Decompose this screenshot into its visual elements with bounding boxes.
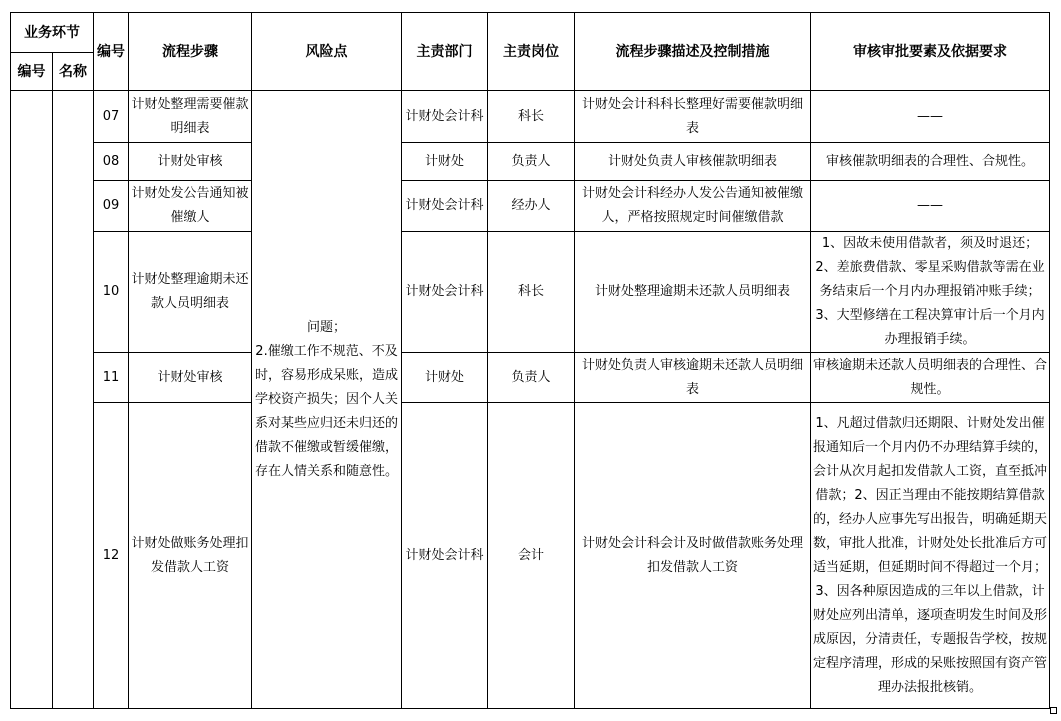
row-number: 11 xyxy=(94,353,129,403)
row-step: 计财处做账务处理扣发借款人工资 xyxy=(129,403,252,709)
row-post: 负责人 xyxy=(488,143,575,181)
header-number: 编号 xyxy=(94,13,129,91)
header-approval: 审核审批要素及依据要求 xyxy=(811,13,1050,91)
row-post: 经办人 xyxy=(488,181,575,232)
row-approval: 1、凡超过借款归还期限、计财处发出催报通知后一个月内仍不办理结算手续的，会计从次月起扣发借款人工资，直至抵冲借款；2、因正当理由不能按期结算借款的，经办人应事先写出报告，明确延期天数，审批人批准，计财处处长批准后方可适当延期，但延期时间不得超过一个月；3、因各种原因造成的三年以上借款，计财处应列出清单，逐项查明发生时间及形成原因，分清责任，专题报告学校，按规定程序清理，形成的呆账按照国有资产管理办法报批核销。 xyxy=(811,403,1050,709)
header-description: 流程步骤描述及控制措施 xyxy=(575,13,811,91)
row-post: 科长 xyxy=(488,91,575,143)
row-step: 计财处发公告通知被催缴人 xyxy=(129,181,252,232)
header-business-link: 业务环节 xyxy=(11,13,94,53)
business-name-cell xyxy=(53,91,94,709)
row-description: 计财处负责人审核逾期未还款人员明细表 xyxy=(575,353,811,403)
row-description: 计财处会计科会计及时做借款账务处理扣发借款人工资 xyxy=(575,403,811,709)
row-number: 07 xyxy=(94,91,129,143)
row-approval: 1、因故未使用借款者，须及时退还；2、差旅费借款、零星采购借款等需在业务结束后一个月内办理报销冲账手续；3、大型修缮在工程决算审计后一个月内办理报销手续。 xyxy=(811,232,1050,353)
row-number: 12 xyxy=(94,403,129,709)
table-row xyxy=(11,232,1050,353)
row-post: 科长 xyxy=(488,232,575,353)
row-step: 计财处整理需要催款明细表 xyxy=(129,91,252,143)
header-sub-name: 名称 xyxy=(53,53,94,91)
header-dept: 主责部门 xyxy=(402,13,488,91)
business-number-cell xyxy=(11,91,53,709)
table-row xyxy=(11,353,1050,403)
row-post: 会计 xyxy=(488,403,575,709)
row-description: 计财处整理逾期未还款人员明细表 xyxy=(575,232,811,353)
row-dept: 计财处会计科 xyxy=(402,181,488,232)
row-dept: 计财处 xyxy=(402,143,488,181)
process-risk-table xyxy=(10,12,1050,709)
row-description: 计财处负责人审核催款明细表 xyxy=(575,143,811,181)
header-post: 主责岗位 xyxy=(488,13,575,91)
row-step: 计财处审核 xyxy=(129,353,252,403)
row-description: 计财处会计科经办人发公告通知被催缴人，严格按照规定时间催缴借款 xyxy=(575,181,811,232)
row-dept: 计财处会计科 xyxy=(402,91,488,143)
risk-cell xyxy=(252,91,402,709)
header-risk-point: 风险点 xyxy=(252,13,402,91)
table-row xyxy=(11,143,1050,181)
table-row xyxy=(11,91,1050,143)
row-post: 负责人 xyxy=(488,353,575,403)
risk-text: 问题； 2.催缴工作不规范、不及时，容易形成呆账，造成学校资产损失；因个人关系对某些应归还未归还的借款不催缴或暂缓催缴，存在人情关系和随意性。 xyxy=(254,319,398,479)
row-dept: 计财处 xyxy=(402,353,488,403)
table-row xyxy=(11,181,1050,232)
row-step: 计财处整理逾期未还款人员明细表 xyxy=(129,232,252,353)
row-dept: 计财处会计科 xyxy=(402,232,488,353)
row-number: 09 xyxy=(94,181,129,232)
row-step: 计财处审核 xyxy=(129,143,252,181)
header-process-step: 流程步骤 xyxy=(129,13,252,91)
row-approval: —— xyxy=(811,91,1050,143)
row-approval: —— xyxy=(811,181,1050,232)
row-approval: 审核催款明细表的合理性、合规性。 xyxy=(811,143,1050,181)
table-row xyxy=(11,403,1050,709)
row-number: 08 xyxy=(94,143,129,181)
row-dept: 计财处会计科 xyxy=(402,403,488,709)
row-approval: 审核逾期未还款人员明细表的合理性、合规性。 xyxy=(811,353,1050,403)
header-sub-number: 编号 xyxy=(11,53,53,91)
row-number: 10 xyxy=(94,232,129,353)
end-of-cell-marker xyxy=(1050,707,1057,714)
row-description: 计财处会计科科长整理好需要催款明细表 xyxy=(575,91,811,143)
